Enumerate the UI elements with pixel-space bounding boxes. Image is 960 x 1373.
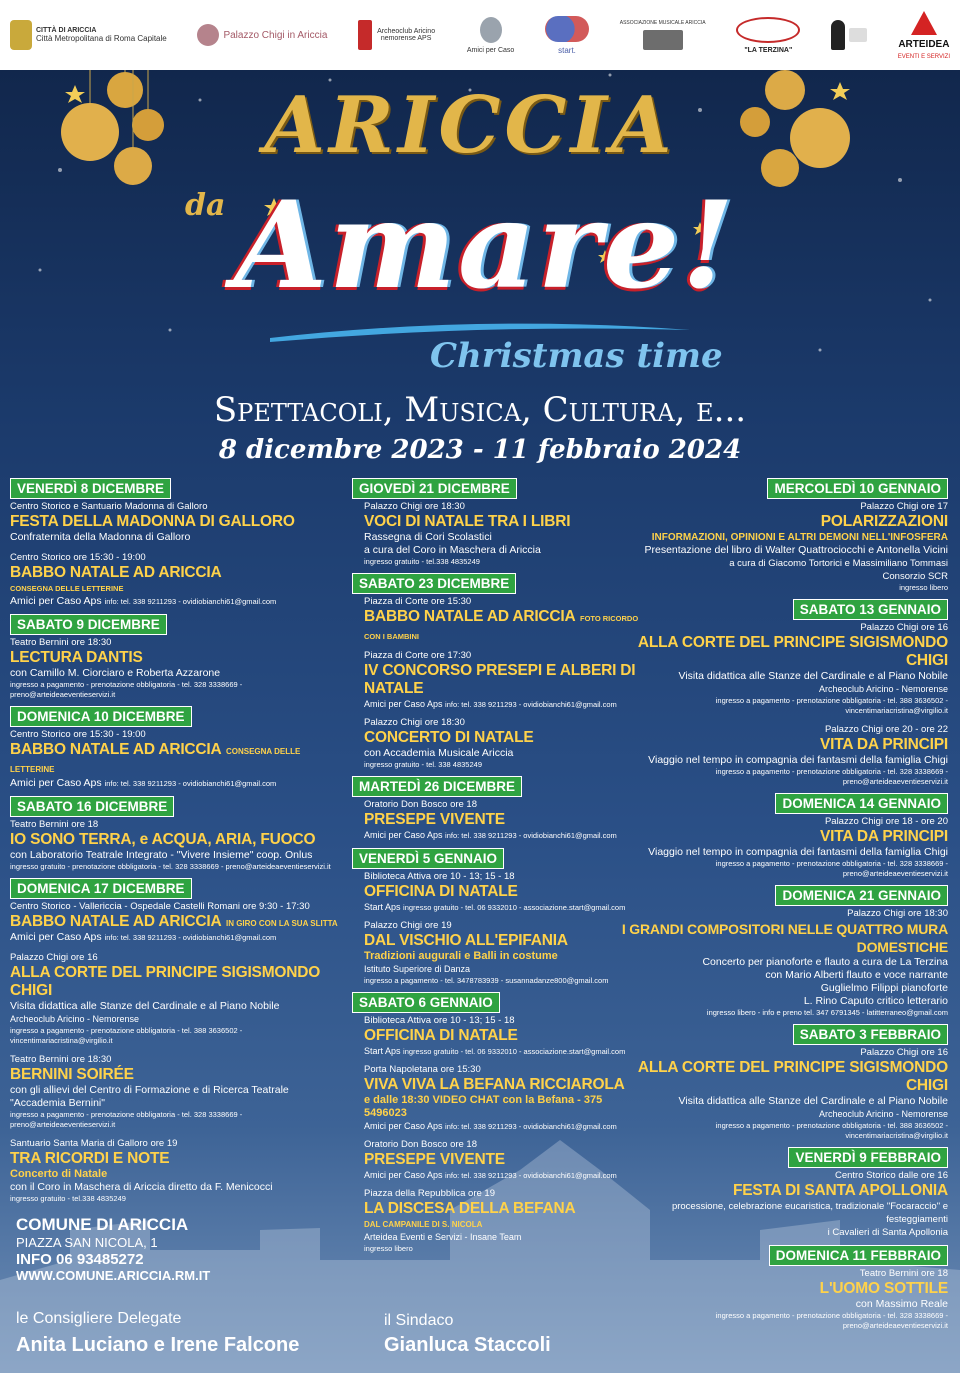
event-description: con Camillo M. Ciorciaro e Roberta Azzarone xyxy=(10,667,221,679)
event-info: ingresso libero xyxy=(899,583,948,592)
left-ornaments xyxy=(61,70,164,185)
event-location: Centro Storico e Santuario Madonna di Galloro xyxy=(10,501,208,512)
citta-metropolitana-logo xyxy=(10,20,167,50)
day-header: VENERDÌ 5 GENNAIO xyxy=(352,848,504,869)
palazzo-chigi-logo xyxy=(197,24,327,46)
event-title: VIVA VIVA LA BEFANA RICCIAROLA xyxy=(364,1076,625,1093)
event-title: ALLA CORTE DEL PRINCIPE SIGISMONDO CHIGI xyxy=(637,1059,948,1094)
archeo-icon xyxy=(358,20,372,50)
event-organizer: Start Aps xyxy=(364,1046,401,1056)
logo-label: start. xyxy=(558,45,576,55)
event-title: OFFICINA DI NATALE xyxy=(364,883,518,900)
event-location: Centro Storico ore 15:30 - 19:00 xyxy=(10,729,146,740)
title-ariccia: ARICCIA xyxy=(264,80,676,171)
day-block xyxy=(352,573,642,770)
day-header: VENERDÌ 9 FEBBRAIO xyxy=(788,1147,948,1168)
terzina-icon xyxy=(736,17,800,43)
event-title: BERNINI SOIRÉE xyxy=(10,1066,134,1083)
event-title: PRESEPE VIVENTE xyxy=(364,1151,505,1168)
insieme-badge-icon xyxy=(849,28,867,42)
event-organizer: Amici per Caso Aps xyxy=(10,931,102,943)
event-organizer: Archeoclub Aricino - Nemorense xyxy=(818,684,948,694)
event-title: IV CONCORSO PRESEPI E ALBERI DI NATALE xyxy=(364,662,636,697)
event-description: Visita didattica alle Stanze del Cardinale e al Piano Nobile xyxy=(678,1095,948,1107)
event-description: Viaggio nel tempo in compagnia dei fantasmi della famiglia Chigi xyxy=(648,754,948,766)
event-description: Viaggio nel tempo in compagnia dei fantasmi della famiglia Chigi xyxy=(648,846,948,858)
event-subtitle: CONSEGNA DELLE LETTERINE xyxy=(10,584,124,593)
event-title: VOCI DI NATALE TRA I LIBRI xyxy=(364,513,571,530)
day-block xyxy=(615,599,948,787)
amici-per-caso-logo xyxy=(467,17,514,54)
event-location: Palazzo Chigi ore 18 - ore 20 xyxy=(824,816,948,827)
event-title: L'UOMO SOTTILE xyxy=(819,1280,948,1297)
event-description: Concerto per pianoforte e flauto a cura de La Terzina xyxy=(702,956,948,968)
palazzo-icon xyxy=(197,24,219,46)
event-location: Centro Storico - Vallericcia - Ospedale Castelli Romani ore 9:30 - 17:30 xyxy=(10,901,310,912)
event-organizer: Istituto Superiore di Danza xyxy=(364,964,471,974)
event-title: BABBO NATALE AD ARICCIA xyxy=(10,913,222,930)
archeoclub-logo xyxy=(358,20,436,50)
event-info: ingresso libero xyxy=(364,1244,413,1253)
event-description: con il Coro in Maschera di Ariccia diretto da F. Menicocci xyxy=(10,1181,273,1193)
day-block xyxy=(615,1245,948,1331)
event-subtitle: DAL CAMPANILE DI S. NICOLA xyxy=(364,1220,483,1229)
event-info: ingresso a pagamento - prenotazione obbligatoria - tel. 328 3338669 - preno@arteideaeventieservizi.it xyxy=(715,1311,948,1330)
date-range: 8 dicembre 2023 - 11 febbraio 2024 xyxy=(218,435,742,465)
title-christmas-time: Christmas time xyxy=(430,336,723,376)
day-header: SABATO 3 FEBBRAIO xyxy=(793,1024,948,1045)
event-location: Palazzo Chigi ore 18:30 xyxy=(364,501,465,512)
event-organizer: Start Aps xyxy=(364,902,401,912)
event-info: info: tel. 338 9211293 - ovidiobianchi61@gmail.com xyxy=(445,1122,617,1131)
day-header: DOMENICA 14 GENNAIO xyxy=(775,793,948,814)
event-title: POLARIZZAZIONI xyxy=(820,513,948,530)
event-organizer: Confraternita della Madonna di Galloro xyxy=(10,531,191,543)
day-block xyxy=(615,1147,948,1239)
event-info: ingresso a pagamento - tel. 3478783939 - susannadanze800@gmail.com xyxy=(364,976,609,985)
day-header: SABATO 16 DICEMBRE xyxy=(10,796,174,817)
event-title: BABBO NATALE AD ARICCIA xyxy=(10,564,222,581)
event-info: ingresso a pagamento - prenotazione obbligatoria - tel. 388 3636502 - vincentimariacristina@virgilio.it xyxy=(10,1026,243,1045)
event-location: Palazzo Chigi ore 18:30 xyxy=(364,717,465,728)
event-location: Santuario Santa Maria di Galloro ore 19 xyxy=(10,1138,178,1149)
logo-label: ARTEIDEA xyxy=(898,38,950,50)
event-info: ingresso gratuito - tel. 06 9332010 - associazione.start@gmail.com xyxy=(403,903,626,912)
logo-label: Amici per Caso xyxy=(466,46,515,54)
event-info: ingresso a pagamento - prenotazione obbligatoria - tel. 328 3338669 - preno@arteideaeventieservizi.it xyxy=(715,859,948,878)
start-icon xyxy=(545,16,589,42)
event-organizer: a cura del Coro in Maschera di Ariccia xyxy=(364,544,541,556)
day-header: MARTEDÌ 26 DICEMBRE xyxy=(352,776,522,797)
event-location: Palazzo Chigi ore 17 xyxy=(860,501,948,512)
day-block xyxy=(352,992,642,1254)
event-organizer: Amici per Caso Aps xyxy=(10,595,102,607)
event-location: Porta Napoletana ore 15:30 xyxy=(364,1064,481,1075)
day-block xyxy=(10,478,340,608)
day-block xyxy=(615,1024,948,1141)
logo-label: Archeoclub Aricino nemorense APS xyxy=(377,28,436,42)
day-block xyxy=(10,706,340,790)
event-title: LA DISCESA DELLA BEFANA xyxy=(364,1200,576,1217)
right-column xyxy=(615,478,948,1337)
event-title: CONCERTO DI NATALE xyxy=(364,729,534,746)
consigliere-label: le Consigliere Delegate xyxy=(16,1310,182,1327)
comune-contact xyxy=(16,1215,210,1284)
event-organizer: Archeoclub Aricino - Nemorense xyxy=(818,1109,948,1119)
event-description: Visita didattica alle Stanze del Cardinale e al Piano Nobile xyxy=(678,670,948,682)
event-title: I GRANDI COMPOSITORI NELLE QUATTRO MURA DOMESTICHE xyxy=(621,921,948,955)
left-column xyxy=(10,478,340,1210)
logo-label: "LA TERZINA" xyxy=(744,46,793,54)
event-location: Teatro Bernini ore 18:30 xyxy=(10,1054,112,1065)
day-header: DOMENICA 17 DICEMBRE xyxy=(10,878,192,899)
sponsor-logo-bar xyxy=(0,0,960,70)
event-organizer: Amici per Caso Aps xyxy=(364,699,443,709)
building-icon xyxy=(643,30,683,50)
event-title: OFFICINA DI NATALE xyxy=(364,1027,518,1044)
event-location: Centro Storico dalle ore 16 xyxy=(834,1170,948,1181)
event-subtitle: e dalle 18:30 VIDEO CHAT con la Befana - 375 5496023 xyxy=(364,1094,603,1119)
event-organizer: Archeoclub Aricino - Nemorense xyxy=(10,1014,140,1024)
event-info: ingresso a pagamento - prenotazione obbligatoria - tel. 328 3338669 - preno@arteideaeventieservizi.it xyxy=(10,1110,243,1129)
day-block xyxy=(615,478,948,593)
start-logo xyxy=(545,16,589,55)
event-title: PRESEPE VIVENTE xyxy=(364,811,505,828)
event-title: FESTA DELLA MADONNA DI GALLORO xyxy=(10,513,295,530)
comune-website-link[interactable]: WWW.COMUNE.ARICCIA.RM.IT xyxy=(16,1268,211,1283)
event-subtitle: Concerto di Natale xyxy=(10,1168,108,1180)
event-description: processione, celebrazione eucaristica, tradizionale "Focaraccio" e festeggiamenti xyxy=(671,1201,948,1225)
title-da: da xyxy=(185,188,226,223)
event-title: BABBO NATALE AD ARICCIA xyxy=(364,608,576,625)
event-info: ingresso a pagamento - prenotazione obbligatoria - tel. 388 3636502 - vincentimariacristina@virgilio.it xyxy=(715,696,948,715)
associazione-musicale-logo xyxy=(620,20,706,50)
day-header: SABATO 13 GENNAIO xyxy=(793,599,948,620)
event-organizer: Amici per Caso Aps xyxy=(364,1121,443,1131)
event-info: info: tel. 338 9211293 - ovidiobianchi61@gmail.com xyxy=(445,831,617,840)
event-location: Teatro Bernini ore 18 xyxy=(10,819,99,830)
day-header: SABATO 23 DICEMBRE xyxy=(352,573,516,594)
event-description: con Accademia Musicale Ariccia xyxy=(364,747,514,759)
event-description: Visita didattica alle Stanze del Cardinale e al Piano Nobile xyxy=(10,1000,280,1012)
subtitle: Spettacoli, Musica, Cultura, e... xyxy=(213,390,747,430)
event-info: ingresso libero - info e preno tel. 347 6791345 - latitterraneo@gmail.com xyxy=(706,1008,948,1017)
event-description: Presentazione del libro di Walter Quattrociocchi e Antonella Vicini xyxy=(644,544,948,556)
event-location: Palazzo Chigi ore 20 - ore 22 xyxy=(824,724,948,735)
event-curators: a cura di Giacomo Tortorici e Massimiliano Tommasi xyxy=(729,558,948,569)
title-amare: Amare! xyxy=(233,175,737,316)
event-performer: con Massimo Reale xyxy=(855,1298,948,1310)
event-performer: L. Rino Caputo critico letterario xyxy=(803,995,948,1007)
event-subtitle: IN GIRO CON LA SUA SLITTA xyxy=(225,919,338,928)
sindaco-label: il Sindaco xyxy=(384,1312,454,1329)
event-title: DAL VISCHIO ALL'EPIFANIA xyxy=(364,932,568,949)
event-description: Rassegna di Cori Scolastici xyxy=(364,531,492,543)
silhouette-icon xyxy=(831,20,845,50)
day-block xyxy=(352,776,642,842)
logo-label: Palazzo Chigi in Ariccia xyxy=(223,29,328,41)
event-subtitle: CONSEGNA DELLE LETTERINE xyxy=(10,747,301,774)
event-info: ingresso a pagamento - prenotazione obbligatoria - tel. 328 3338669 - preno@arteideaeventieservizi.it xyxy=(10,680,243,699)
day-block xyxy=(615,885,948,1018)
event-location: Biblioteca Attiva ore 10 - 13; 15 - 18 xyxy=(364,1015,515,1026)
event-subtitle: INFORMAZIONI, OPINIONI E ALTRI DEMONI NELL'INFOSFERA xyxy=(651,532,948,543)
day-block xyxy=(352,478,642,567)
event-location: Biblioteca Attiva ore 10 - 13; 15 - 18 xyxy=(364,871,515,882)
event-organizer: i Cavalieri di Santa Apollonia xyxy=(827,1227,948,1238)
event-location: Piazza della Repubblica ore 19 xyxy=(364,1188,495,1199)
event-info: ingresso a pagamento - prenotazione obbligatoria - tel. 388 3636502 - vincentimariacristina@virgilio.it xyxy=(715,1121,948,1140)
event-location: Piazza di Corte ore 17:30 xyxy=(364,650,472,661)
event-performer: Guglielmo Filippi pianoforte xyxy=(820,982,948,994)
day-header: SABATO 6 GENNAIO xyxy=(352,992,500,1013)
event-info: info: tel. 338 9211293 - ovidiobianchi61@gmail.com xyxy=(104,597,277,606)
event-info: ingresso gratuito - prenotazione obbligatoria - tel. 328 3338669 - preno@arteideaeventieservizi.it xyxy=(10,862,331,871)
consigliere-names: Anita Luciano e Irene Falcone xyxy=(16,1334,300,1356)
event-title: VITA DA PRINCIPI xyxy=(820,736,948,753)
day-header: MERCOLEDÌ 10 GENNAIO xyxy=(767,478,948,499)
day-header: GIOVEDÌ 21 DICEMBRE xyxy=(352,478,517,499)
event-title: TRA RICORDI E NOTE xyxy=(10,1150,170,1167)
event-title: IO SONO TERRA, e ACQUA, ARIA, FUOCO xyxy=(10,831,316,848)
event-subtitle: FOTO RICORDO CON I BAMBINI xyxy=(364,614,639,641)
event-info: info: tel. 338 9211293 - ovidiobianchi61@gmail.com xyxy=(104,779,277,788)
event-location: Palazzo Chigi ore 16 xyxy=(860,622,948,633)
event-info: ingresso a pagamento - prenotazione obbligatoria - tel. 328 3338669 - preno@arteideaeventieservizi.it xyxy=(715,767,948,786)
day-block xyxy=(10,614,340,700)
day-block xyxy=(352,848,642,986)
event-organizer: Amici per Caso Aps xyxy=(364,830,443,840)
event-location: Palazzo Chigi ore 18:30 xyxy=(847,908,948,919)
event-location: Palazzo Chigi ore 16 xyxy=(10,952,98,963)
event-info: info: tel. 338 9211293 - ovidiobianchi61@gmail.com xyxy=(445,1171,617,1180)
logo-label: ASSOCIAZIONE MUSICALE ARICCIA xyxy=(619,20,706,26)
event-title: FESTA DI SANTA APOLLONIA xyxy=(732,1182,948,1199)
arteidea-a-icon xyxy=(911,11,937,35)
day-header: SABATO 9 DICEMBRE xyxy=(10,614,167,635)
comune-info-phone: INFO 06 93485272 xyxy=(16,1251,144,1268)
event-description: con gli allievi del Centro di Formazione e di Ricerca Teatrale "Accademia Bernini" xyxy=(10,1084,289,1109)
middle-column xyxy=(352,478,642,1260)
event-info: ingresso gratuito - tel.338 4835249 xyxy=(10,1194,126,1203)
event-info: info: tel. 338 9211293 - ovidiobianchi61@gmail.com xyxy=(445,700,617,709)
event-title: VITA DA PRINCIPI xyxy=(820,828,948,845)
event-info: ingresso gratuito - tel. 338 4835249 xyxy=(364,760,482,769)
logo-label: Città Metropolitana di Roma Capitale xyxy=(36,34,167,43)
event-location: Teatro Bernini ore 18 xyxy=(859,1268,948,1279)
event-performer: con Mario Alberti flauto e voce narrante xyxy=(765,969,948,981)
comune-address: PIAZZA SAN NICOLA, 1 xyxy=(16,1235,158,1250)
event-description: con Laboratorio Teatrale Integrato - "Vivere Insieme" coop. Onlus xyxy=(10,849,313,861)
day-header: DOMENICA 11 FEBBRAIO xyxy=(769,1245,948,1266)
event-title: LECTURA DANTIS xyxy=(10,649,143,666)
event-title: ALLA CORTE DEL PRINCIPE SIGISMONDO CHIGI xyxy=(637,634,948,669)
event-info: ingresso gratuito - tel. 06 9332010 - associazione.start@gmail.com xyxy=(403,1047,626,1056)
event-location: Palazzo Chigi ore 19 xyxy=(364,920,452,931)
event-subtitle: Tradizioni augurali e Balli in costume xyxy=(364,950,558,962)
event-organizer: Consorzio SCR xyxy=(882,571,948,582)
event-title: ALLA CORTE DEL PRINCIPE SIGISMONDO CHIGI xyxy=(10,964,321,999)
event-info: ingresso gratuito - tel.338 4835249 xyxy=(364,557,480,566)
event-organizer: Amici per Caso Aps xyxy=(364,1170,443,1180)
event-location: Oratorio Don Bosco ore 18 xyxy=(364,1139,478,1150)
event-location: Centro Storico ore 15:30 - 19:00 xyxy=(10,552,146,563)
day-header: VENERDÌ 8 DICEMBRE xyxy=(10,478,171,499)
day-block xyxy=(10,878,340,1204)
sindaco-name: Gianluca Staccoli xyxy=(384,1334,551,1356)
day-block xyxy=(10,796,340,872)
event-organizer: Amici per Caso Aps xyxy=(10,777,102,789)
event-location: Piazza di Corte ore 15:30 xyxy=(364,596,472,607)
event-info: info: tel. 338 9211293 - ovidiobianchi61@gmail.com xyxy=(104,933,277,942)
insieme-logo xyxy=(831,20,867,50)
logo-top-text: CITTÀ DI ARICCIA xyxy=(36,27,97,34)
event-organizer: Arteidea Eventi e Servizi - Insane Team xyxy=(364,1232,522,1242)
event-location: Oratorio Don Bosco ore 18 xyxy=(364,799,478,810)
tower-icon xyxy=(480,17,502,43)
event-title: BABBO NATALE AD ARICCIA xyxy=(10,741,222,758)
logo-sub: EVENTI E SERVIZI xyxy=(897,53,950,60)
event-location: Palazzo Chigi ore 16 xyxy=(860,1047,948,1058)
la-terzina-logo xyxy=(736,17,800,54)
right-ornaments xyxy=(740,70,850,187)
day-header: DOMENICA 10 DICEMBRE xyxy=(10,706,192,727)
event-location: Teatro Bernini ore 18:30 xyxy=(10,637,112,648)
day-block xyxy=(615,793,948,879)
comune-name: COMUNE DI ARICCIA xyxy=(16,1215,189,1234)
arteidea-logo xyxy=(898,11,950,60)
day-header: DOMENICA 21 GENNAIO xyxy=(775,885,948,906)
crest-icon xyxy=(10,20,32,50)
